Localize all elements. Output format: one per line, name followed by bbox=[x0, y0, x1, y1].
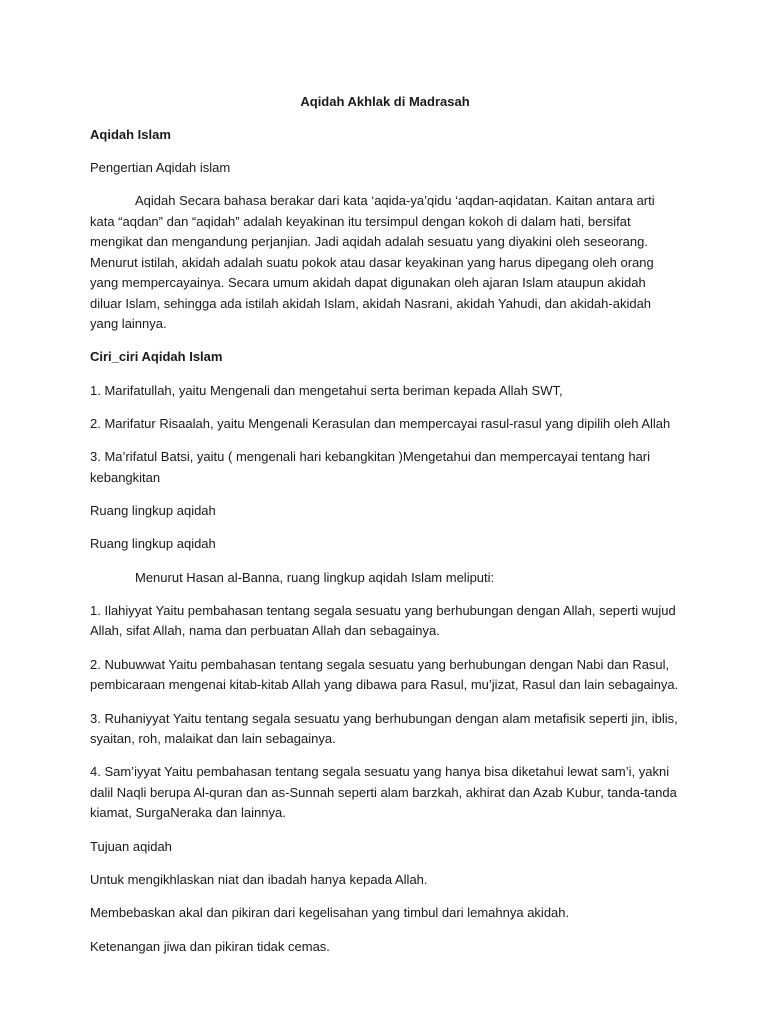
label-ruang-lingkup-repeat: Ruang lingkup aqidah bbox=[90, 536, 216, 552]
paragraph-pengertian: Aqidah Secara bahasa berakar dari kata ‘aqida-ya’qidu ‘aqdan-aqidatan. Kaitan antara arti kata “aqdan” dan “aqidah” adalah keyakinan itu tersimpul dengan kokoh di dalam hati, bersifat mengikat dan mengandung perjanjian. Jadi aqidah adalah sesuatu yang diyakini oleh seseorang. Menurut istilah, akidah adalah suatu pokok atau dasar keyakinan yang harus dipegang oleh orang yang mempercayainya. Secara umum akidah dapat digunakan oleh ajaran Islam ataupun akidah diluar Islam, sehingga ada istilah akidah Islam, akidah Nasrani, akidah Yahudi, dan akidah-akidah yang lainnya. bbox=[90, 193, 655, 332]
tujuan-item-2: Membebaskan akal dan pikiran dari kegelisahan yang timbul dari lemahnya akidah. bbox=[90, 905, 570, 921]
heading-ciri-ciri: Ciri_ciri Aqidah Islam bbox=[90, 349, 223, 365]
label-tujuan: Tujuan aqidah bbox=[90, 838, 172, 854]
ciri-item-1: 1. Marifatullah, yaitu Mengenali dan mengetahui serta beriman kepada Allah SWT, bbox=[90, 382, 563, 398]
ruang-item-2: 2. Nubuwwat Yaitu pembahasan tentang segala sesuatu yang berhubungan dengan Nabi dan Rasul, pembicaraan mengenai kitab-kitab Allah yang dibawa para Rasul, mu’jizat, Rasul dan lain sebagainya. bbox=[90, 656, 679, 693]
subheading-pengertian: Pengertian Aqidah islam bbox=[90, 159, 231, 175]
ruang-item-1: 1. Ilahiyyat Yaitu pembahasan tentang segala sesuatu yang berhubungan dengan Allah, seperti wujud Allah, sifat Allah, nama dan perbuatan Allah dan sebagainya. bbox=[90, 602, 676, 639]
ruang-item-3: 3. Ruhaniyyat Yaitu tentang segala sesuatu yang berhubungan dengan alam metafisik seperti jin, iblis, syaitan, roh, malaikat dan lain sebagainya. bbox=[90, 710, 678, 747]
tujuan-item-3: Ketenangan jiwa dan pikiran tidak cemas. bbox=[90, 938, 330, 954]
label-ruang-lingkup: Ruang lingkup aqidah bbox=[90, 503, 216, 519]
document-title: Aqidah Akhlak di Madrasah bbox=[300, 94, 470, 109]
ruang-item-4: 4. Sam’iyyat Yaitu pembahasan tentang segala sesuatu yang hanya bisa diketahui lewat sam’i, yakni dalil Naqli berupa Al-quran dan as-Sunnah seperti alam barzkah, akhirat dan Azab Kubur, tanda-tanda kiamat, SurgaNeraka dan lainnya. bbox=[90, 764, 677, 821]
ciri-item-3: 3. Ma’rifatul Batsi, yaitu ( mengenali hari kebangkitan )Mengetahui dan mempercayai tentang hari kebangkitan bbox=[90, 449, 651, 485]
heading-aqidah-islam: Aqidah Islam bbox=[90, 126, 171, 142]
ciri-item-2: 2. Marifatur Risaalah, yaitu Mengenali Kerasulan dan mempercayai rasul-rasul yang dipilih oleh Allah bbox=[90, 415, 671, 431]
ruang-lingkup-intro: Menurut Hasan al-Banna, ruang lingkup aqidah Islam meliputi: bbox=[135, 569, 495, 585]
document-body bbox=[90, 92, 680, 970]
tujuan-item-1: Untuk mengikhlaskan niat dan ibadah hanya kepada Allah. bbox=[90, 871, 428, 887]
